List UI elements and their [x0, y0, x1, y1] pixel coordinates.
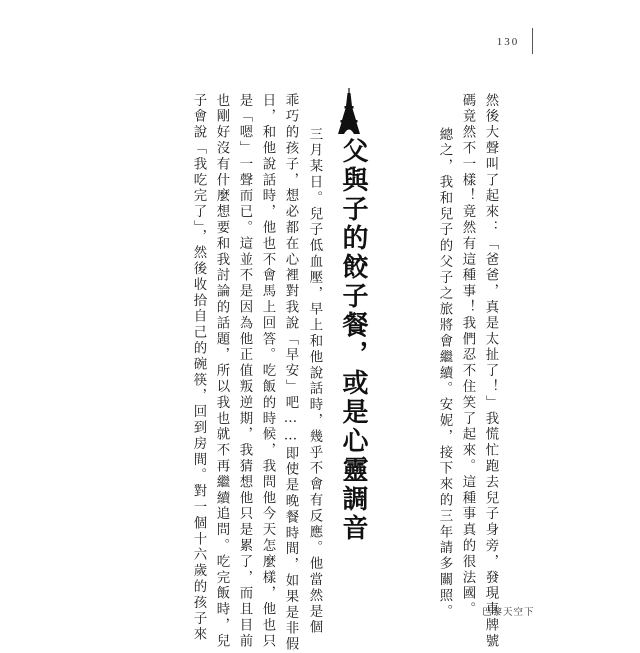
text-column: 總之，我和兒子的父子之旅將會繼續。安妮，接下來的三年請多關照。	[437, 127, 452, 620]
text-column: 碼竟然不一樣！竟然有這種事！我們忍不住笑了起來。這種事真的很法國。	[460, 93, 475, 618]
text-column: 也剛好沒有什麼想要和我討論的話題，所以我也就不再繼續追問。吃完飯時，兒	[214, 93, 229, 650]
text-column: 子會說「我吃完了」，然後收拾自己的碗筷，回到房間。對一個十六歲的孩子來	[191, 93, 206, 643]
page-number: 130	[496, 36, 520, 48]
eiffel-tower-icon	[337, 88, 361, 134]
header-rule	[532, 28, 533, 54]
text-column: 是「嗯」一聲而已。這並不是因為他正值叛逆期，我猜想他只是累了，而且目前	[237, 93, 252, 650]
text-column: 乖巧的孩子，想必都在心裡對我說「早安」吧……即使是晚餐時間，如果是非假	[283, 93, 298, 653]
text-column: 然後大聲叫了起來：「爸爸，真是太扯了！」我慌忙跑去兒子身旁，發現車牌號	[483, 93, 498, 650]
running-title: 巴黎天空下	[482, 607, 535, 618]
text-column: 三月某日。兒子低血壓，早上和他說話時，幾乎不會有反應。他當然是個	[307, 127, 322, 636]
text-column: 日，和他說話時，他也不會馬上回答。吃飯的時候，我問他今天怎麼樣，他也只	[260, 93, 275, 650]
chapter-title: 父與子的餃子餐，或是心靈調音	[338, 137, 368, 543]
